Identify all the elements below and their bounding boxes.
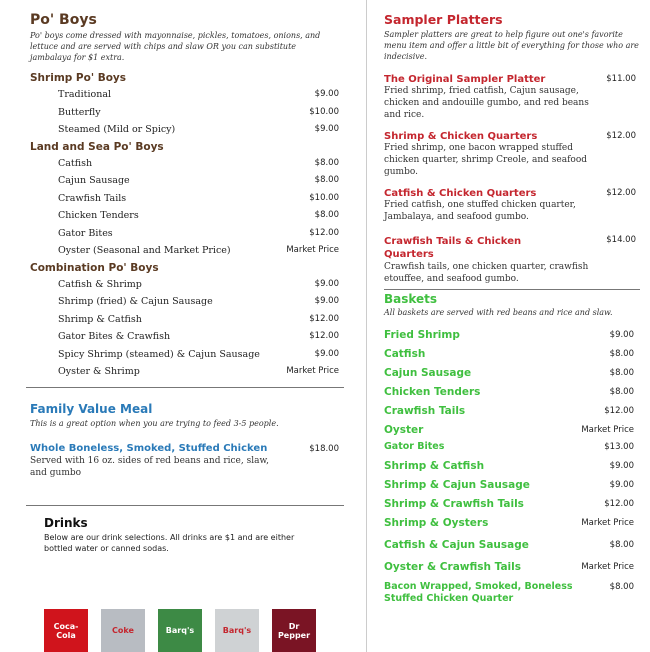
drinks-note: Below are our drink selections. All drinks are $1 and are either bottled water or canned sodas. (44, 532, 295, 553)
family-meal-title: Family Value Meal (30, 401, 153, 416)
basket-item: Oyster Market Price (384, 424, 634, 436)
menu-item: Catfish & Shrimp $9.00 (58, 278, 339, 290)
basket-item: Fried Shrimp $9.00 (384, 329, 634, 341)
section-title-combination: Combination Po' Boys (30, 261, 159, 274)
menu-item: Spicy Shrimp (steamed) & Cajun Sausage $9.00 (58, 348, 339, 360)
section-title-land-sea: Land and Sea Po' Boys (30, 140, 164, 153)
family-meal-item-price: $18.00 (309, 443, 339, 454)
baskets-note: All baskets are served with red beans and rice and slaw. (384, 308, 613, 317)
shrimp-po-boys-list (30, 86, 345, 139)
basket-item: Bacon Wrapped, Smoked, Boneless Stuffed Chicken Quarter $8.00 (384, 581, 634, 604)
basket-item: Crawfish Tails $12.00 (384, 405, 634, 417)
drinks-title: Drinks (44, 515, 88, 530)
sampler-item: The Original Sampler Platter $11.00 Fried shrimp, fried catfish, Cajun sausage, chicken and andouille gumbo, and red beans and rice. (384, 74, 636, 120)
combination-po-boys-list (30, 276, 345, 381)
basket-item: Chicken Tenders $8.00 (384, 386, 634, 398)
family-meal-item-desc: Served with 16 oz. sides of red beans and rice, slaw, and gumbo (30, 455, 269, 478)
menu-item: Chicken Tenders $8.00 (58, 210, 339, 221)
sampler-item: Shrimp & Chicken Quarters $12.00 Fried shrimp, one bacon wrapped stuffed chicken quarter, shrimp Creole, and seafood gumbo. (384, 131, 636, 177)
menu-item: Butterfly $10.00 (58, 106, 339, 118)
menu-item: Gator Bites & Crawfish $12.00 (58, 331, 339, 342)
divider (26, 387, 344, 388)
basket-item: Shrimp & Catfish $9.00 (384, 460, 634, 472)
menu-item: Crawfish Tails $10.00 (58, 192, 339, 204)
basket-item: Shrimp & Oysters Market Price (384, 517, 634, 529)
coke-can-image: Coke (101, 609, 145, 652)
menu-item: Catfish $8.00 (58, 157, 339, 169)
coca-cola-can-image: Coca-Cola (44, 609, 88, 652)
column-divider (366, 0, 367, 652)
basket-item: Catfish $8.00 (384, 348, 634, 360)
menu-item: Shrimp & Catfish $12.00 (58, 313, 339, 325)
menu-item: Oyster & Shrimp Market Price (58, 366, 339, 377)
dr-pepper-can-image: Dr Pepper (272, 609, 316, 652)
basket-item: Gator Bites $13.00 (384, 441, 634, 452)
family-meal-note: This is a great option when you are trying to feed 3-5 people. (30, 418, 279, 428)
basket-item: Catfish & Cajun Sausage $8.00 (384, 539, 634, 551)
sampler-title: Sampler Platters (384, 12, 503, 27)
menu-item: Traditional $9.00 (58, 89, 339, 100)
basket-item: Shrimp & Cajun Sausage $9.00 (384, 479, 634, 491)
basket-item: Oyster & Crawfish Tails Market Price (384, 561, 634, 573)
menu-item: Gator Bites $12.00 (58, 227, 339, 239)
menu-item: Shrimp (fried) & Cajun Sausage $9.00 (58, 296, 339, 307)
section-title-shrimp: Shrimp Po' Boys (30, 72, 127, 84)
barqs-red-can-image: Barq's (215, 609, 259, 652)
sampler-item: Crawfish Tails & Chicken Quarters $14.00 Crawfish tails, one chicken quarter, crawfish etouffee, and seafood gumbo. (384, 235, 636, 284)
sampler-note: Sampler platters are great to help figure out one's favorite menu item and offer a little bit of everything for those who are indecisive. (384, 30, 639, 61)
left-column (30, 0, 345, 554)
barqs-can-image: Barq's (158, 609, 202, 652)
menu-item: Steamed (Mild or Spicy) $9.00 (58, 124, 339, 135)
po-boys-note: Po' boys come dressed with mayonnaise, pickles, tomatoes, onions, and lettuce and are served with chips and slaw OR you can substitute jambalaya for $1 extra. (30, 31, 321, 62)
family-meal-item (30, 443, 345, 479)
sampler-item: Catfish & Chicken Quarters $12.00 Fried catfish, one stuffed chicken quarter, Jambalaya, and seafood gumbo. (384, 188, 636, 222)
right-column (384, 0, 640, 606)
basket-item: Cajun Sausage $8.00 (384, 367, 634, 379)
baskets-list (384, 326, 640, 606)
divider (384, 289, 640, 290)
baskets-title: Baskets (384, 292, 438, 306)
menu-item: Cajun Sausage $8.00 (58, 175, 339, 186)
family-meal-item-name: Whole Boneless, Smoked, Stuffed Chicken (30, 442, 268, 454)
land-sea-po-boys-list (30, 155, 345, 260)
menu-item: Oyster (Seasonal and Market Price) Market Price (58, 245, 339, 256)
basket-item: Shrimp & Crawfish Tails $12.00 (384, 498, 634, 510)
divider (26, 505, 344, 506)
po-boys-title: Po' Boys (30, 12, 97, 28)
